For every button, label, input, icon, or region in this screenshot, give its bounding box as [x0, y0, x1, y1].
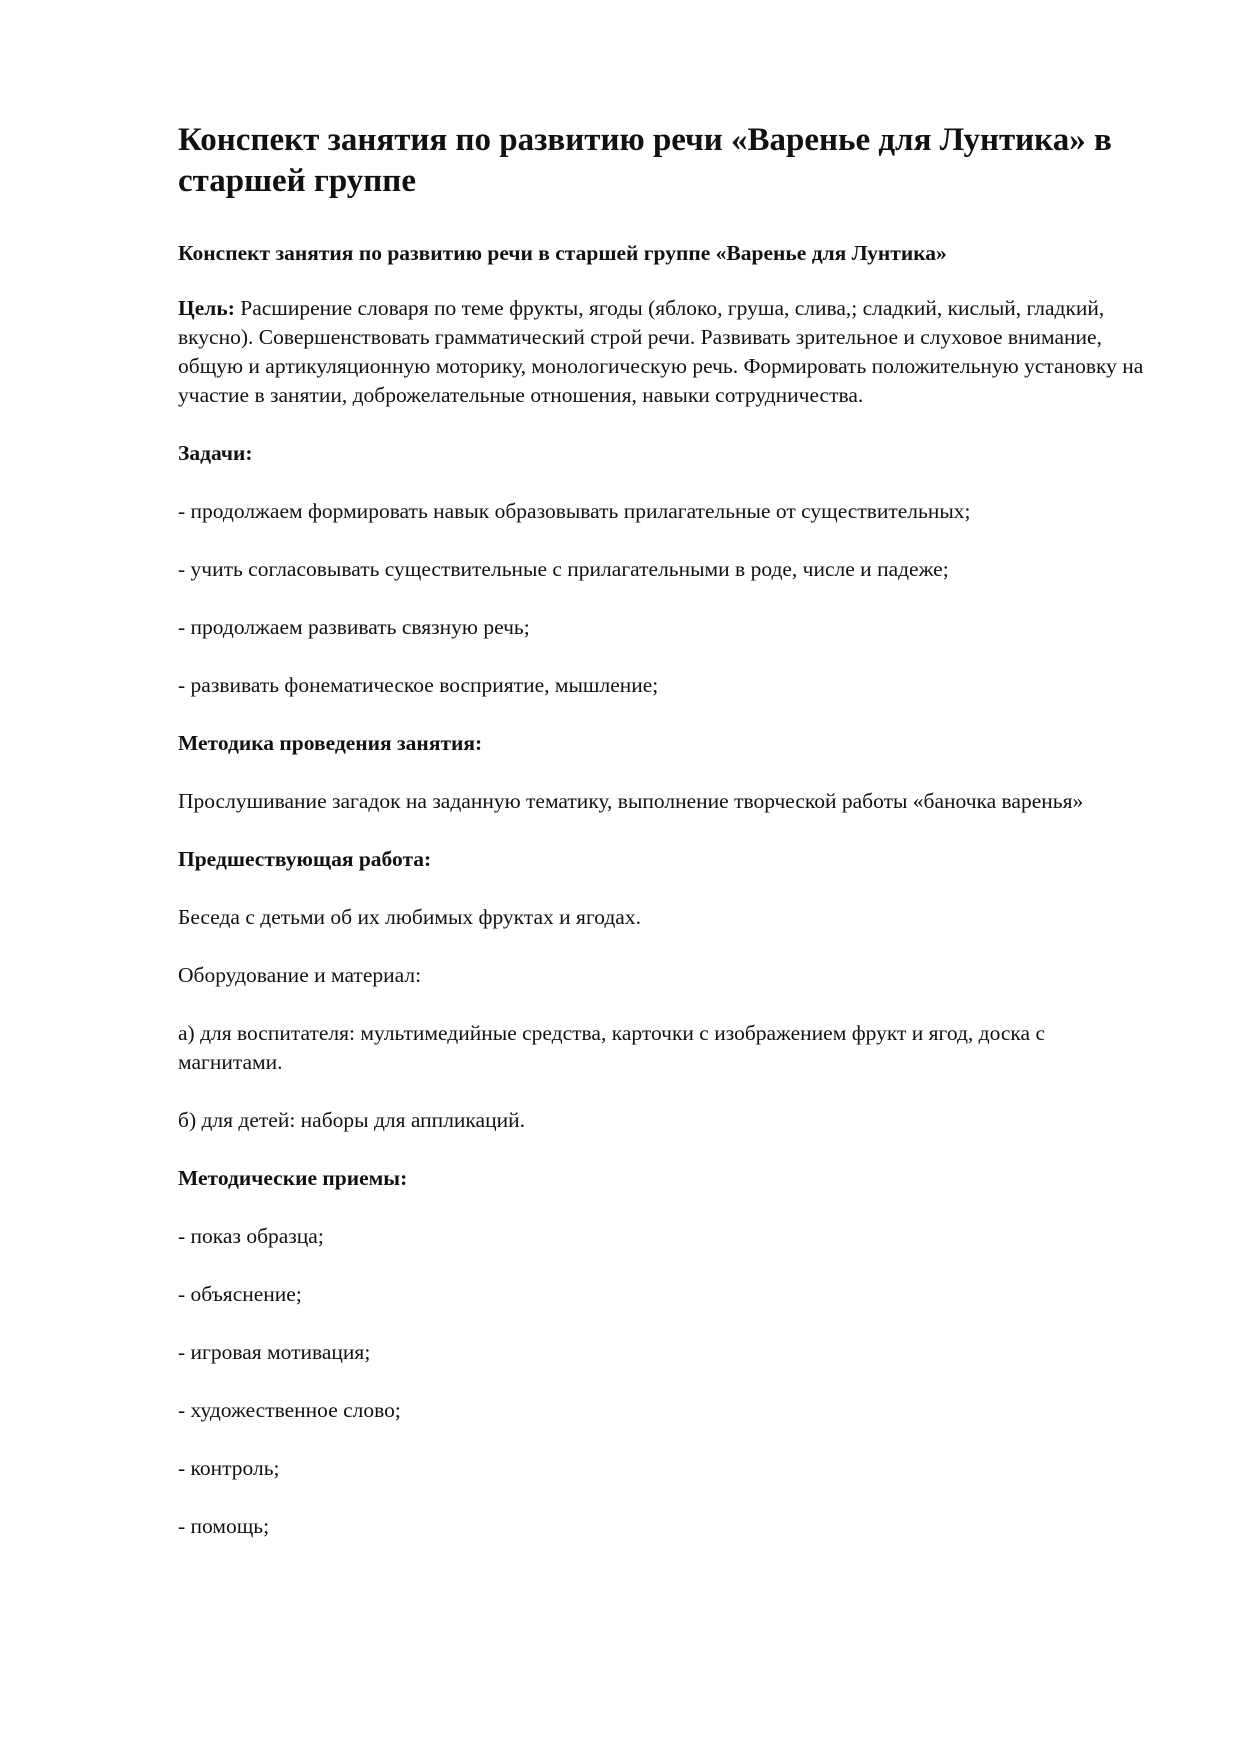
document-subtitle: Конспект занятия по развитию речи в старшей группе «Варенье для Лунтика»	[178, 241, 947, 265]
method-text: Прослушивание загадок на заданную тематику, выполнение творческой работы «баночка варенья»	[178, 789, 1084, 813]
technique-item: - контроль;	[178, 1456, 280, 1480]
technique-item: - объяснение;	[178, 1282, 302, 1306]
document-content	[178, 120, 1148, 1570]
techniques-heading: Методические приемы:	[178, 1166, 408, 1190]
task-item: - учить согласовывать существительные с прилагательными в роде, числе и падеже;	[178, 557, 949, 581]
method-heading: Методика проведения занятия:	[178, 731, 483, 755]
task-item: - продолжаем формировать навык образовывать прилагательные от существительных;	[178, 499, 971, 523]
technique-item: - игровая мотивация;	[178, 1340, 371, 1364]
task-item: - развивать фонематическое восприятие, мышление;	[178, 673, 659, 697]
technique-item: - показ образца;	[178, 1224, 324, 1248]
task-item: - продолжаем развивать связную речь;	[178, 615, 530, 639]
prework-heading: Предшествующая работа:	[178, 847, 432, 871]
equipment-children: б) для детей: наборы для аппликаций.	[178, 1108, 525, 1132]
goal-text: Расширение словаря по теме фрукты, ягоды (яблоко, груша, слива,; сладкий, кислый, гладкий, вкусно). Совершенствовать грамматический строй речи. Развивать зрительное и слуховое внимание, общую и артикуляционную моторику, монологическую речь. Формировать положительную установку на участие в занятии, доброжелательные отношения, навыки сотрудничества.	[178, 296, 1144, 407]
document-title: Конспект занятия по развитию речи «Варенье для Лунтика» в старшей группе	[178, 122, 1112, 199]
goal-label: Цель:	[178, 296, 235, 320]
technique-item: - художественное слово;	[178, 1398, 401, 1422]
technique-item: - помощь;	[178, 1514, 270, 1538]
tasks-heading: Задачи:	[178, 441, 253, 465]
goal-paragraph	[178, 294, 1148, 410]
equipment-heading: Оборудование и материал:	[178, 963, 422, 987]
equipment-teacher: а) для воспитателя: мультимедийные средства, карточки с изображением фрукт и ягод, доска с магнитами.	[178, 1021, 1046, 1074]
prework-text: Беседа с детьми об их любимых фруктах и ягодах.	[178, 905, 641, 929]
